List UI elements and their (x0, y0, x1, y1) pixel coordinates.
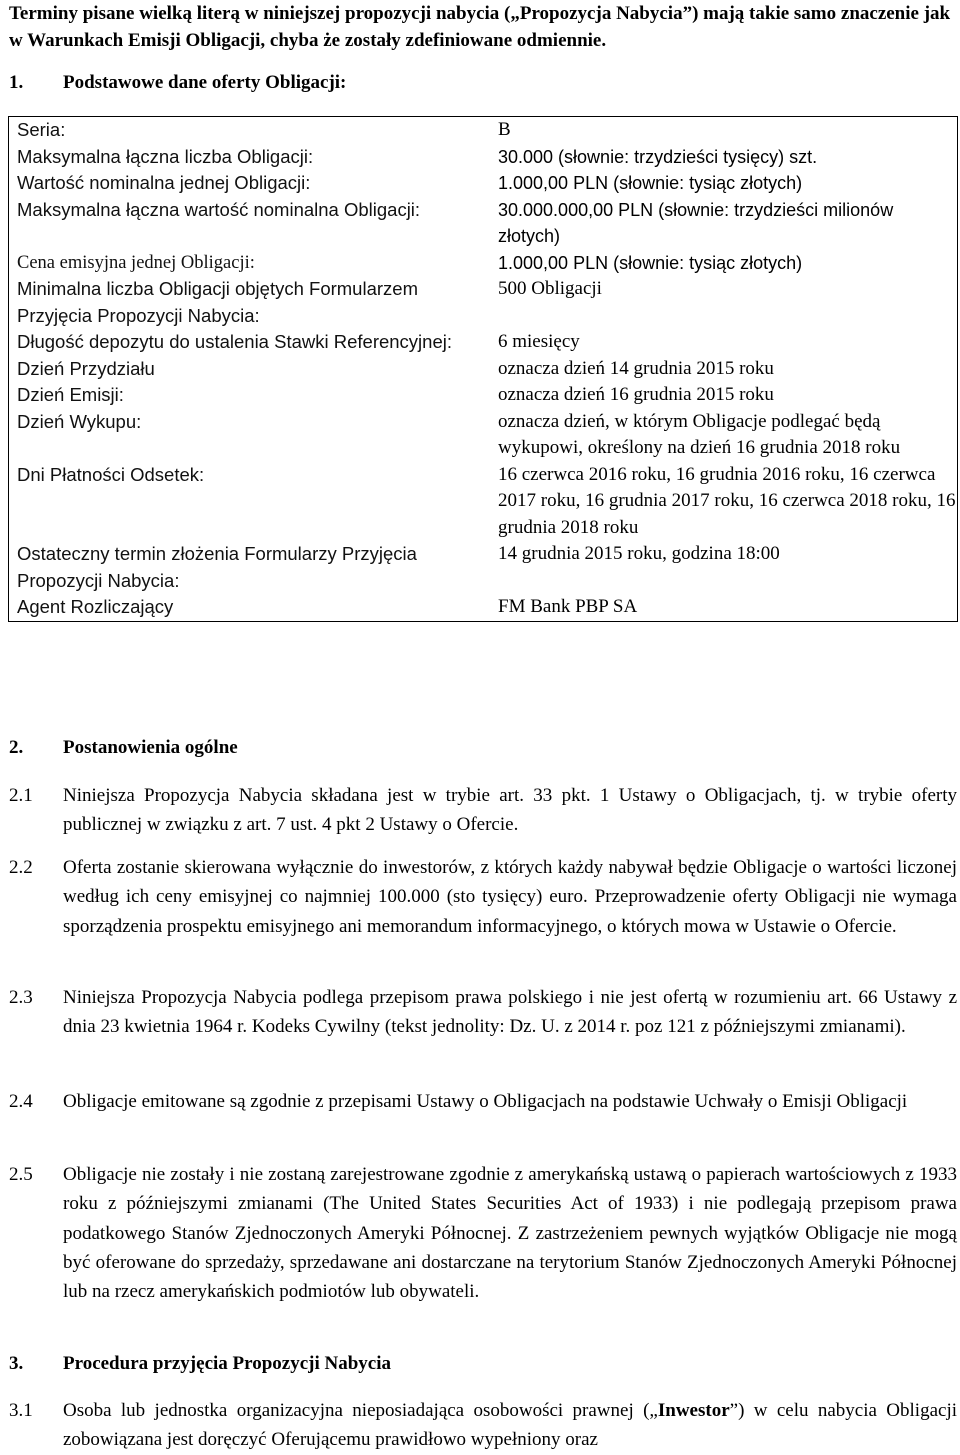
offer-label: Ostateczny termin złożenia Formularzy Przyjęcia Propozycji Nabycia: (17, 543, 417, 591)
text-before: Osoba lub jednostka organizacyjna nieposiadająca osobowości prawnej („ (63, 1400, 658, 1421)
offer-label: Seria: (17, 119, 66, 140)
section-3-number: 3. (9, 1353, 24, 1374)
offer-value: 30.000 (słownie: trzydzieści tysięcy) szt. (498, 146, 818, 167)
paragraph-number: 2.4 (9, 1091, 33, 1112)
offer-value: 14 grudnia 2015 roku, godzina 18:00 (498, 543, 780, 564)
offer-row (9, 382, 958, 409)
paragraph-text: Niniejsza Propozycja Nabycia składana jest w trybie art. 33 pkt. 1 Ustawy o Obligacjach, tj. w trybie oferty publicznej w związku z art. 7 ust. 4 pkt 2 Ustawy o Ofercie. (63, 785, 957, 836)
offer-row (9, 117, 958, 144)
section-1-number: 1. (9, 72, 24, 93)
paragraph-number: 2.3 (9, 987, 33, 1008)
offer-label: Maksymalna łączna wartość nominalna Obligacji: (17, 198, 421, 220)
paragraph-text: Obligacje emitowane są zgodnie z przepisami Ustawy o Obligacjach na podstawie Uchwały o Emisji Obligacji (63, 1091, 908, 1112)
offer-row (9, 276, 958, 329)
section-3-title: Procedura przyjęcia Propozycji Nabycia (63, 1353, 392, 1374)
paragraph-text: Obligacje nie zostały i nie zostaną zarejestrowane zgodnie z amerykańską ustawą o papierach wartościowych z 1933 roku z późniejszymi zmianami (The United States Securities Act of 1933) i nie podlegają przepisom prawa podatkowego Stanów Zjednoczonych Ameryki Północnej. Z zastrzeżeniem pewnych wyjątków Obligacje nie mogą być oferowane do sprzedaży, sprzedawane ani dostarczane na terytorium Stanów Zjednoczonych Ameryki Północnej lub na rzecz amerykańskich podmiotów lub obywateli. (63, 1164, 957, 1303)
offer-value: B (498, 119, 511, 140)
offer-value: oznacza dzień, w którym Obligacje podlegać będą wykupowi, określony na dzień 16 grudnia 2018 roku (498, 410, 901, 458)
offer-label: Wartość nominalna jednej Obligacji: (17, 172, 311, 193)
paragraph-number: 3.1 (9, 1400, 33, 1421)
offer-row (9, 462, 958, 542)
offer-row (9, 250, 958, 277)
paragraph-2-5 (9, 1160, 957, 1306)
paragraph-text: Oferta zostanie skierowana wyłącznie do inwestorów, z których każdy nabywał będzie Obligacje o wartości liczonej według ich ceny emisyjnej co najmniej 100.000 (sto tysięcy) euro. Przeprowadzenie oferty Obligacji nie wymaga sporządzenia prospektu emisyjnego ani memorandum informacyjnego, o których mowa w Ustawie o Ofercie. (63, 857, 957, 937)
offer-row (9, 197, 958, 250)
offer-value: 6 miesięcy (498, 331, 580, 352)
paragraph-2-1 (9, 781, 957, 840)
offer-value: 1.000,00 PLN (słownie: tysiąc złotych) (498, 173, 803, 193)
offer-label: Agent Rozliczający (17, 596, 174, 617)
paragraph-number: 2.5 (9, 1164, 33, 1185)
section-1-title: Podstawowe dane oferty Obligacji: (63, 72, 347, 93)
offer-row (9, 356, 958, 383)
offer-label: Dni Płatności Odsetek: (17, 463, 205, 485)
intro-paragraph: Terminy pisane wielką literą w niniejszej propozycji nabycia („Propozycja Nabycia”) mają takie samo znaczenie jak w Warunkach Emisji Obligacji, chyba że zostały zdefiniowane odmiennie. (9, 3, 951, 51)
offer-value: oznacza dzień 16 grudnia 2015 roku (498, 384, 774, 405)
offer-value: oznacza dzień 14 grudnia 2015 roku (498, 357, 774, 379)
offer-label: Cena emisyjna jednej Obligacji: (17, 252, 255, 273)
paragraph-text: Niniejsza Propozycja Nabycia podlega przepisom prawa polskiego i nie jest ofertą w rozumieniu art. 66 Ustawy z dnia 23 kwietnia 1964 r. Kodeks Cywilny (tekst jednolity: Dz. U. z 2014 r. poz 121 z późniejszymi zmianami). (63, 987, 957, 1038)
offer-row (9, 594, 958, 621)
paragraph-3-1 (9, 1396, 957, 1455)
offer-value: 1.000,00 PLN (słownie: tysiąc złotych) (498, 252, 803, 273)
offer-row (9, 329, 958, 356)
offer-label: Dzień Przydziału (17, 357, 155, 379)
paragraph-number: 2.2 (9, 857, 33, 878)
section-2-number: 2. (9, 737, 24, 758)
text-after: ”) w celu nabycia Obligacji zobowiązana jest doręczyć Oferującemu prawidłowo wypełniony oraz (63, 1400, 957, 1451)
offer-row (9, 409, 958, 462)
offer-value: 30.000.000,00 PLN (słownie: trzydzieści milionów złotych) (498, 199, 894, 246)
paragraph-text (63, 1396, 957, 1455)
offer-label: Maksymalna łączna liczba Obligacji: (17, 145, 314, 167)
offer-value: 500 Obligacji (498, 278, 602, 299)
section-2-title: Postanowienia ogólne (63, 737, 238, 758)
paragraph-2-3 (9, 983, 957, 1042)
offer-value: FM Bank PBP SA (498, 596, 638, 617)
offer-label: Minimalna liczba Obligacji objętych Formularzem Przyjęcia Propozycji Nabycia: (17, 278, 418, 326)
offer-value: 16 czerwca 2016 roku, 16 grudnia 2016 roku, 16 czerwca 2017 roku, 16 grudnia 2017 roku, 16 czerwca 2018 roku, 16 grudnia 2018 roku (498, 463, 956, 538)
offer-row (9, 170, 958, 197)
offer-label: Długość depozytu do ustalenia Stawki Referencyjnej: (17, 331, 452, 352)
paragraph-2-4 (9, 1087, 957, 1116)
offer-row (9, 144, 958, 171)
offer-details-table (8, 116, 958, 622)
paragraph-2-2 (9, 853, 957, 941)
offer-row (9, 541, 958, 594)
paragraph-number: 2.1 (9, 785, 33, 806)
offer-label: Dzień Emisji: (17, 384, 124, 405)
defined-term: Inwestor (657, 1400, 730, 1421)
offer-label: Dzień Wykupu: (17, 410, 142, 432)
